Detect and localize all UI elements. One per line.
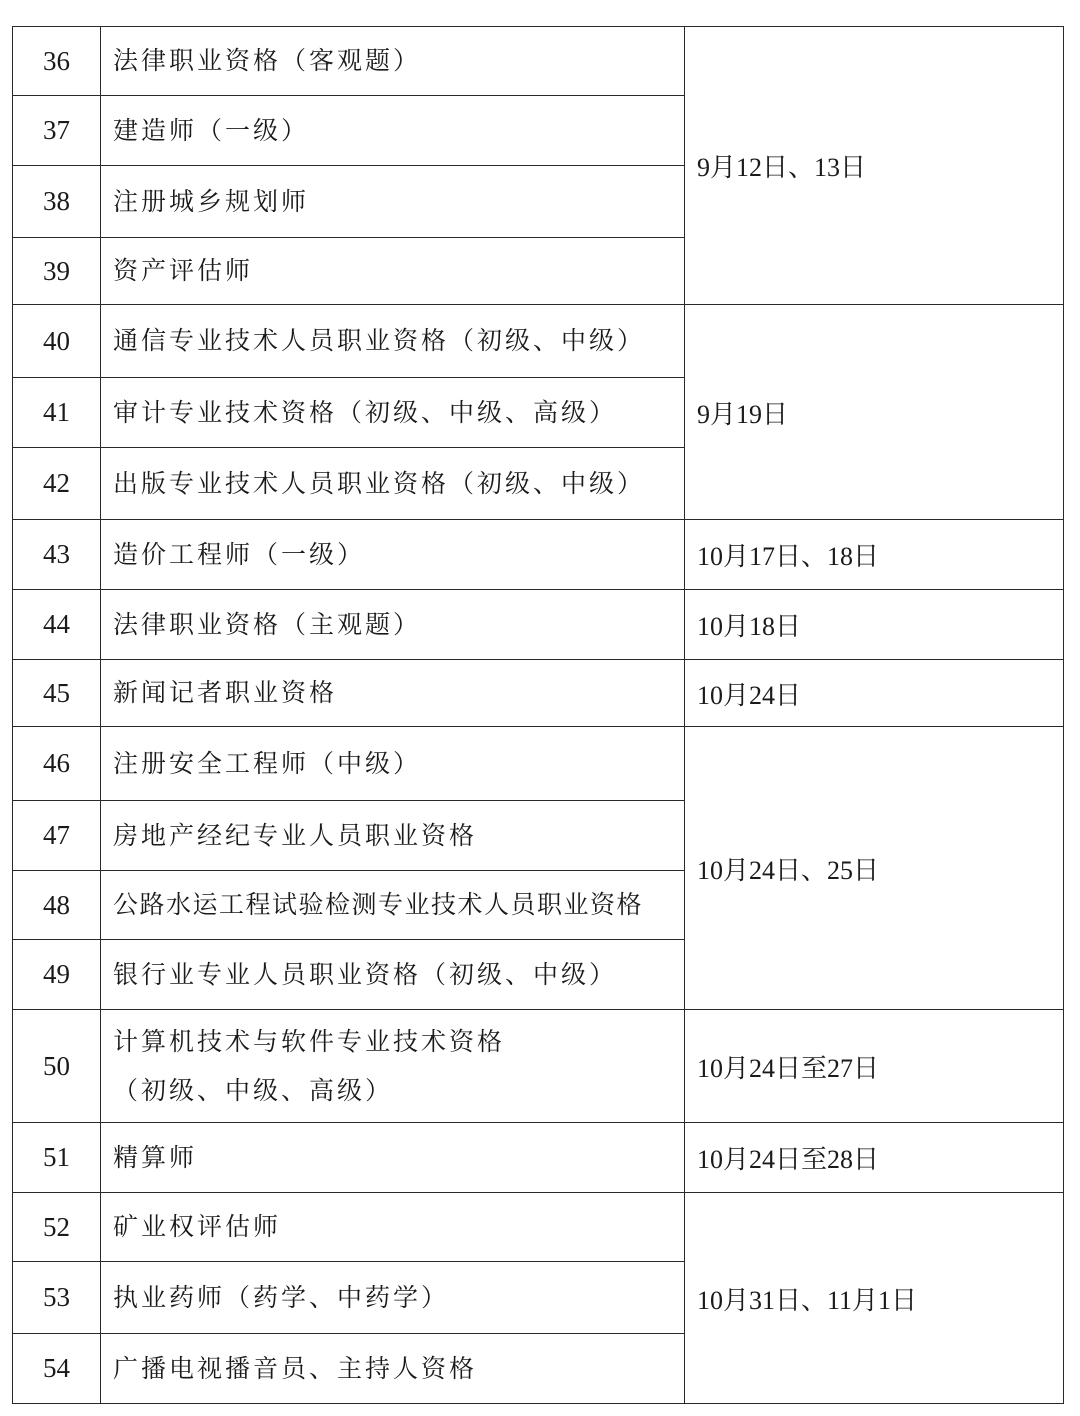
table-row xyxy=(13,1123,1064,1193)
exam-date: 9月12日、13日 xyxy=(685,27,1064,305)
exam-date: 10月24日至27日 xyxy=(685,1010,1064,1123)
exam-name: 公路水运工程试验检测专业技术人员职业资格 xyxy=(101,871,685,940)
exam-name: 执业药师（药学、中药学） xyxy=(101,1262,685,1334)
row-number: 53 xyxy=(13,1262,101,1334)
exam-name-line2: （初级、中级、高级） xyxy=(113,1076,394,1105)
exam-name: 法律职业资格（客观题） xyxy=(101,27,685,96)
row-number: 38 xyxy=(13,166,101,238)
table-row xyxy=(13,590,1064,660)
row-number: 48 xyxy=(13,871,101,940)
exam-name: 矿业权评估师 xyxy=(101,1193,685,1262)
exam-name: 银行业专业人员职业资格（初级、中级） xyxy=(101,940,685,1010)
exam-date: 10月31日、11月1日 xyxy=(685,1193,1064,1404)
table-row xyxy=(13,1193,1064,1262)
table-row xyxy=(13,520,1064,590)
row-number: 41 xyxy=(13,378,101,448)
table-row xyxy=(13,305,1064,378)
exam-name: 法律职业资格（主观题） xyxy=(101,590,685,660)
row-number: 44 xyxy=(13,590,101,660)
row-number: 37 xyxy=(13,96,101,166)
exam-name: 房地产经纪专业人员职业资格 xyxy=(101,801,685,871)
row-number: 39 xyxy=(13,238,101,305)
exam-date: 10月24日 xyxy=(685,660,1064,727)
row-number: 43 xyxy=(13,520,101,590)
row-number: 45 xyxy=(13,660,101,727)
exam-name: 出版专业技术人员职业资格（初级、中级） xyxy=(101,448,685,520)
exam-name: 资产评估师 xyxy=(101,238,685,305)
row-number: 36 xyxy=(13,27,101,96)
row-number: 52 xyxy=(13,1193,101,1262)
table-row xyxy=(13,1010,1064,1123)
row-number: 54 xyxy=(13,1334,101,1404)
exam-name: 广播电视播音员、主持人资格 xyxy=(101,1334,685,1404)
exam-date: 10月17日、18日 xyxy=(685,520,1064,590)
exam-date: 9月19日 xyxy=(685,305,1064,520)
exam-date: 10月24日、25日 xyxy=(685,727,1064,1010)
row-number: 42 xyxy=(13,448,101,520)
exam-name: 注册安全工程师（中级） xyxy=(101,727,685,801)
exam-name: 精算师 xyxy=(101,1123,685,1193)
row-number: 49 xyxy=(13,940,101,1010)
exam-date: 10月24日至28日 xyxy=(685,1123,1064,1193)
row-number: 40 xyxy=(13,305,101,378)
exam-name xyxy=(101,1010,685,1123)
exam-date: 10月18日 xyxy=(685,590,1064,660)
table-row xyxy=(13,660,1064,727)
exam-name: 通信专业技术人员职业资格（初级、中级） xyxy=(101,305,685,378)
exam-schedule-table xyxy=(12,26,1064,1404)
row-number: 50 xyxy=(13,1010,101,1123)
table-row xyxy=(13,27,1064,96)
exam-name: 建造师（一级） xyxy=(101,96,685,166)
row-number: 51 xyxy=(13,1123,101,1193)
exam-name-line1: 计算机技术与软件专业技术资格 xyxy=(113,1026,506,1056)
exam-name: 注册城乡规划师 xyxy=(101,166,685,238)
exam-name: 造价工程师（一级） xyxy=(101,520,685,590)
row-number: 46 xyxy=(13,727,101,801)
row-number: 47 xyxy=(13,801,101,871)
table-row xyxy=(13,727,1064,801)
exam-name: 审计专业技术资格（初级、中级、高级） xyxy=(101,378,685,448)
exam-name: 新闻记者职业资格 xyxy=(101,660,685,727)
